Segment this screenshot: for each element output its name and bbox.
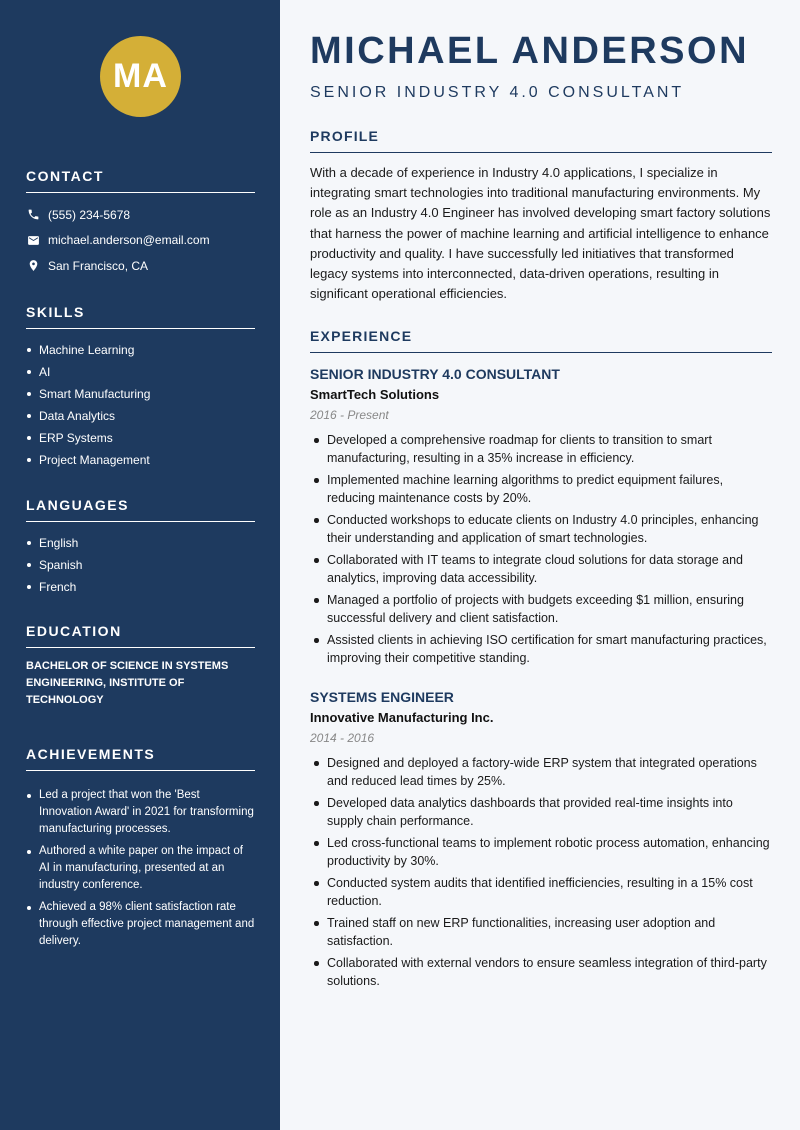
candidate-title: SENIOR INDUSTRY 4.0 CONSULTANT: [310, 84, 685, 101]
achievement-item: Authored a white paper on the impact of AI in manufacturing, presented at an industry conference.: [26, 843, 255, 894]
job-company: Innovative Manufacturing Inc.: [310, 710, 494, 725]
achievements-list: [26, 787, 255, 950]
contact-email: [26, 228, 255, 254]
job-bullet: Collaborated with IT teams to integrate cloud solutions for data storage and analytics, improving data accessibility.: [310, 551, 772, 587]
phone-text: (555) 234-5678: [48, 207, 131, 222]
job-bullet: Assisted clients in achieving ISO certification for smart manufacturing practices, improving their competitive standing.: [310, 631, 772, 667]
skill-item: ERP Systems: [26, 427, 255, 449]
skill-item: AI: [26, 361, 255, 383]
location-pin-icon: [26, 259, 40, 273]
location-text: San Francisco, CA: [48, 258, 149, 273]
language-item: Spanish: [26, 554, 255, 576]
education-degree: BACHELOR OF SCIENCE IN SYSTEMS ENGINEERING, INSTITUTE OF TECHNOLOGY: [26, 660, 229, 706]
education-heading: EDUCATION: [26, 623, 255, 648]
achievements-heading: ACHIEVEMENTS: [26, 746, 255, 771]
job-bullet: Conducted system audits that identified inefficiencies, resulting in a 15% cost reduction.: [310, 874, 772, 910]
contact-section: [26, 168, 255, 279]
skill-item: Machine Learning: [26, 339, 255, 361]
job-company: SmartTech Solutions: [310, 387, 440, 402]
avatar: MA: [100, 36, 181, 117]
education-section: [26, 623, 255, 709]
contact-phone: [26, 202, 255, 228]
job-bullet: Managed a portfolio of projects with budgets exceeding $1 million, ensuring successful delivery and client satisfaction.: [310, 591, 772, 627]
languages-section: [26, 497, 255, 598]
job-bullet: Collaborated with external vendors to ensure seamless integration of third-party solutions.: [310, 954, 772, 990]
job-dates: 2016 - Present: [310, 408, 389, 422]
job-dates: 2014 - 2016: [310, 731, 375, 745]
email-icon: [26, 233, 40, 247]
achievement-item: Led a project that won the 'Best Innovation Award' in 2021 for transforming manufacturing processes.: [26, 787, 255, 838]
profile-heading: PROFILE: [310, 128, 772, 153]
job-bullet: Led cross-functional teams to implement robotic process automation, enhancing productivity by 30%.: [310, 834, 772, 870]
language-item: English: [26, 532, 255, 554]
job-entry: [310, 366, 772, 671]
job-bullet: Conducted workshops to educate clients on Industry 4.0 principles, enhancing their understanding and application of smart technologies.: [310, 511, 772, 547]
job-bullet: Developed a comprehensive roadmap for clients to transition to smart manufacturing, resulting in a 35% increase in efficiency.: [310, 431, 772, 467]
sidebar: [0, 0, 280, 1130]
job-title: SYSTEMS ENGINEER: [310, 689, 454, 705]
candidate-name: MICHAEL ANDERSON: [310, 30, 750, 72]
job-bullet: Designed and deployed a factory-wide ERP system that integrated operations and reduced lead times by 25%.: [310, 754, 772, 790]
skills-section: [26, 304, 255, 471]
experience-section: [310, 328, 772, 353]
profile-text: With a decade of experience in Industry 4.0 applications, I specialize in integrating smart technologies into traditional manufacturing environments. My role as an Industry 4.0 Engineer has involved developing smart factory solutions that harness the power of machine learning and artificial intelligence to enhance productivity and quality. I have successfully led initiatives that transformed legacy systems into interconnected, data-driven operations, resulting in significant operational efficiencies.: [310, 165, 771, 302]
experience-heading: EXPERIENCE: [310, 328, 772, 353]
job-bullet: Implemented machine learning algorithms to predict equipment failures, reducing maintenance costs by 20%.: [310, 471, 772, 507]
job-bullets: [310, 431, 772, 667]
job-title: SENIOR INDUSTRY 4.0 CONSULTANT: [310, 366, 560, 382]
contact-location: [26, 253, 255, 279]
languages-list: [26, 532, 255, 598]
job-bullet: Developed data analytics dashboards that provided real-time insights into supply chain performance.: [310, 794, 772, 830]
phone-icon: [26, 208, 40, 222]
job-bullets: [310, 754, 772, 990]
languages-heading: LANGUAGES: [26, 497, 255, 522]
skill-item: Data Analytics: [26, 405, 255, 427]
skills-list: [26, 339, 255, 471]
skill-item: Smart Manufacturing: [26, 383, 255, 405]
skills-heading: SKILLS: [26, 304, 255, 329]
contact-heading: CONTACT: [26, 168, 255, 193]
achievement-item: Achieved a 98% client satisfaction rate through effective project management and delivery.: [26, 899, 255, 950]
job-bullet: Trained staff on new ERP functionalities, increasing user adoption and satisfaction.: [310, 914, 772, 950]
job-entry: [310, 689, 772, 994]
profile-section: [310, 128, 772, 304]
skill-item: Project Management: [26, 449, 255, 471]
achievements-section: [26, 746, 255, 955]
language-item: French: [26, 576, 255, 598]
email-text: michael.anderson@email.com: [48, 233, 210, 248]
